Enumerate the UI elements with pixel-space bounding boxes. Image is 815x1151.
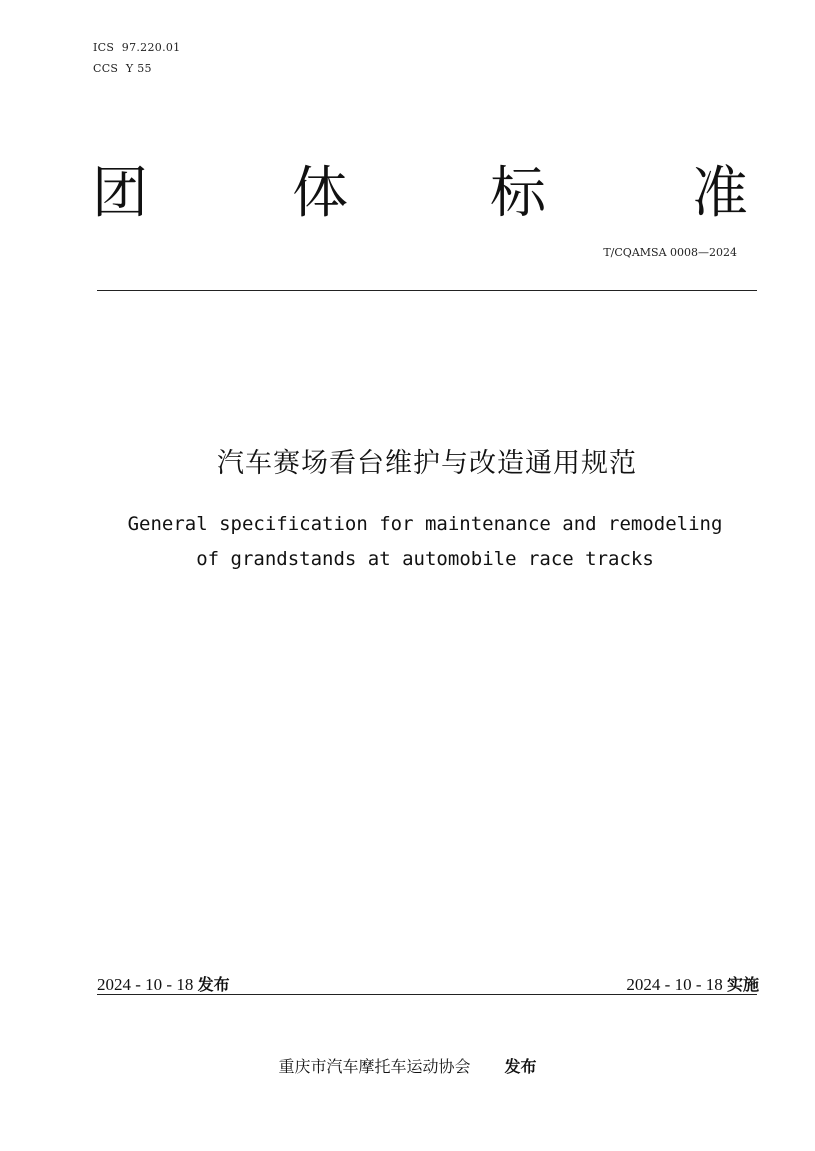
doc-type-char-2: 体: [292, 161, 348, 226]
ccs-code: CCS Y 55: [93, 62, 152, 75]
doc-type-char-3: 标: [490, 161, 546, 226]
publish-date: [97, 972, 230, 995]
publisher: [0, 1054, 815, 1077]
publish-date-label: 发布: [197, 975, 230, 994]
doc-type-char-1: 团: [92, 161, 148, 226]
title-english-line-2: of grandstands at automobile race tracks: [196, 548, 654, 570]
implement-date: [626, 972, 759, 995]
publisher-action: 发布: [504, 1057, 537, 1076]
title-chinese: 汽车赛场看台维护与改造通用规范: [217, 448, 637, 479]
standard-number: T/CQAMSA 0008—2024: [603, 246, 737, 259]
implement-date-label: 实施: [726, 975, 759, 994]
footer-divider: [97, 994, 757, 995]
ics-code: ICS 97.220.01: [93, 41, 181, 54]
title-english-line-1: General specification for maintenance and remodeling: [127, 513, 723, 535]
publisher-name: 重庆市汽车摩托车运动协会: [278, 1057, 471, 1076]
doc-type-char-4: 准: [692, 161, 748, 226]
implement-date-value: 2024 - 10 - 18: [626, 975, 723, 994]
header-divider: [97, 290, 757, 291]
publish-date-value: 2024 - 10 - 18: [97, 975, 194, 994]
